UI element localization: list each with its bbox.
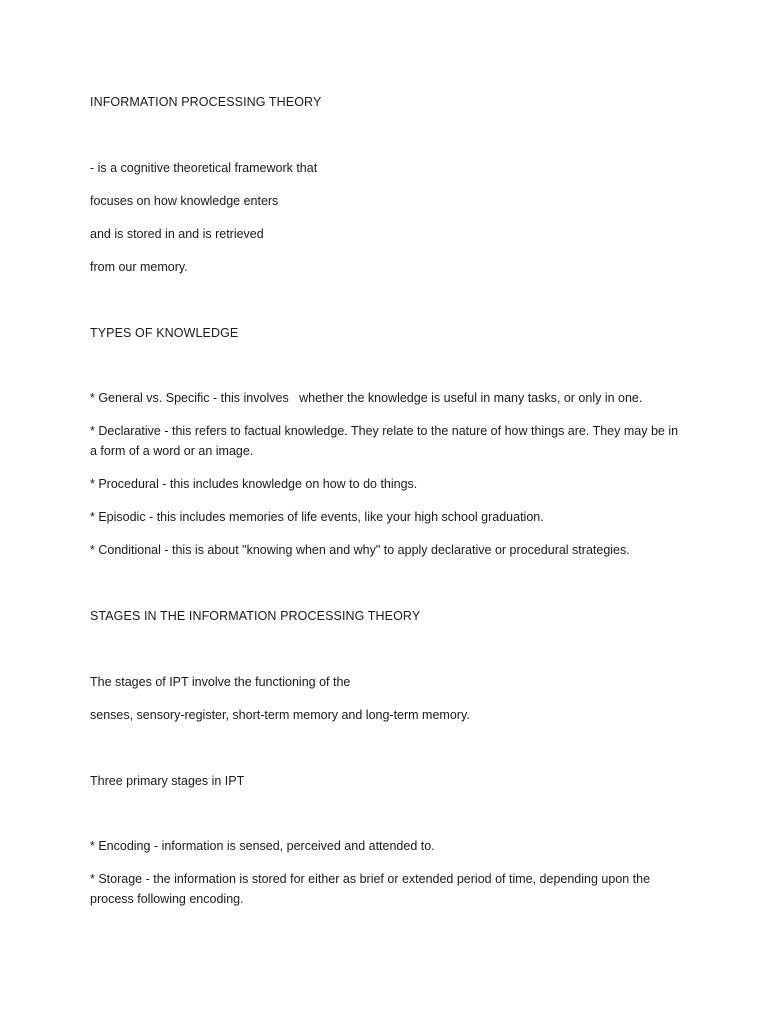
intro-line: - is a cognitive theoretical framework that [90, 161, 318, 175]
types-heading: TYPES OF KNOWLEDGE [90, 326, 239, 340]
stages-intro-line: senses, sensory-register, short-term memory and long-term memory. [90, 708, 470, 722]
primary-stages-heading: Three primary stages in IPT [90, 774, 245, 788]
primary-stage-item: * Encoding - information is sensed, perceived and attended to. [90, 839, 435, 853]
stages-heading: STAGES IN THE INFORMATION PROCESSING THEORY [90, 609, 421, 623]
knowledge-type-item: * Declarative - this refers to factual knowledge. They relate to the nature of how things are. They may be in a form of a word or an image. [90, 424, 682, 458]
intro-line: focuses on how knowledge enters [90, 194, 279, 208]
knowledge-type-item: * General vs. Specific - this involves whether the knowledge is useful in many tasks, or only in one. [90, 391, 643, 405]
primary-stage-item: * Storage - the information is stored for either as brief or extended period of time, depending upon the process following encoding. [90, 872, 654, 906]
knowledge-type-item: * Conditional - this is about "knowing when and why" to apply declarative or procedural strategies. [90, 543, 630, 557]
intro-line: and is stored in and is retrieved [90, 227, 264, 241]
document-title: INFORMATION PROCESSING THEORY [90, 95, 322, 109]
intro-line: from our memory. [90, 260, 188, 274]
stages-intro-line: The stages of IPT involve the functioning of the [90, 675, 351, 689]
knowledge-type-item: * Episodic - this includes memories of life events, like your high school graduation. [90, 510, 544, 524]
knowledge-type-item: * Procedural - this includes knowledge on how to do things. [90, 477, 418, 491]
